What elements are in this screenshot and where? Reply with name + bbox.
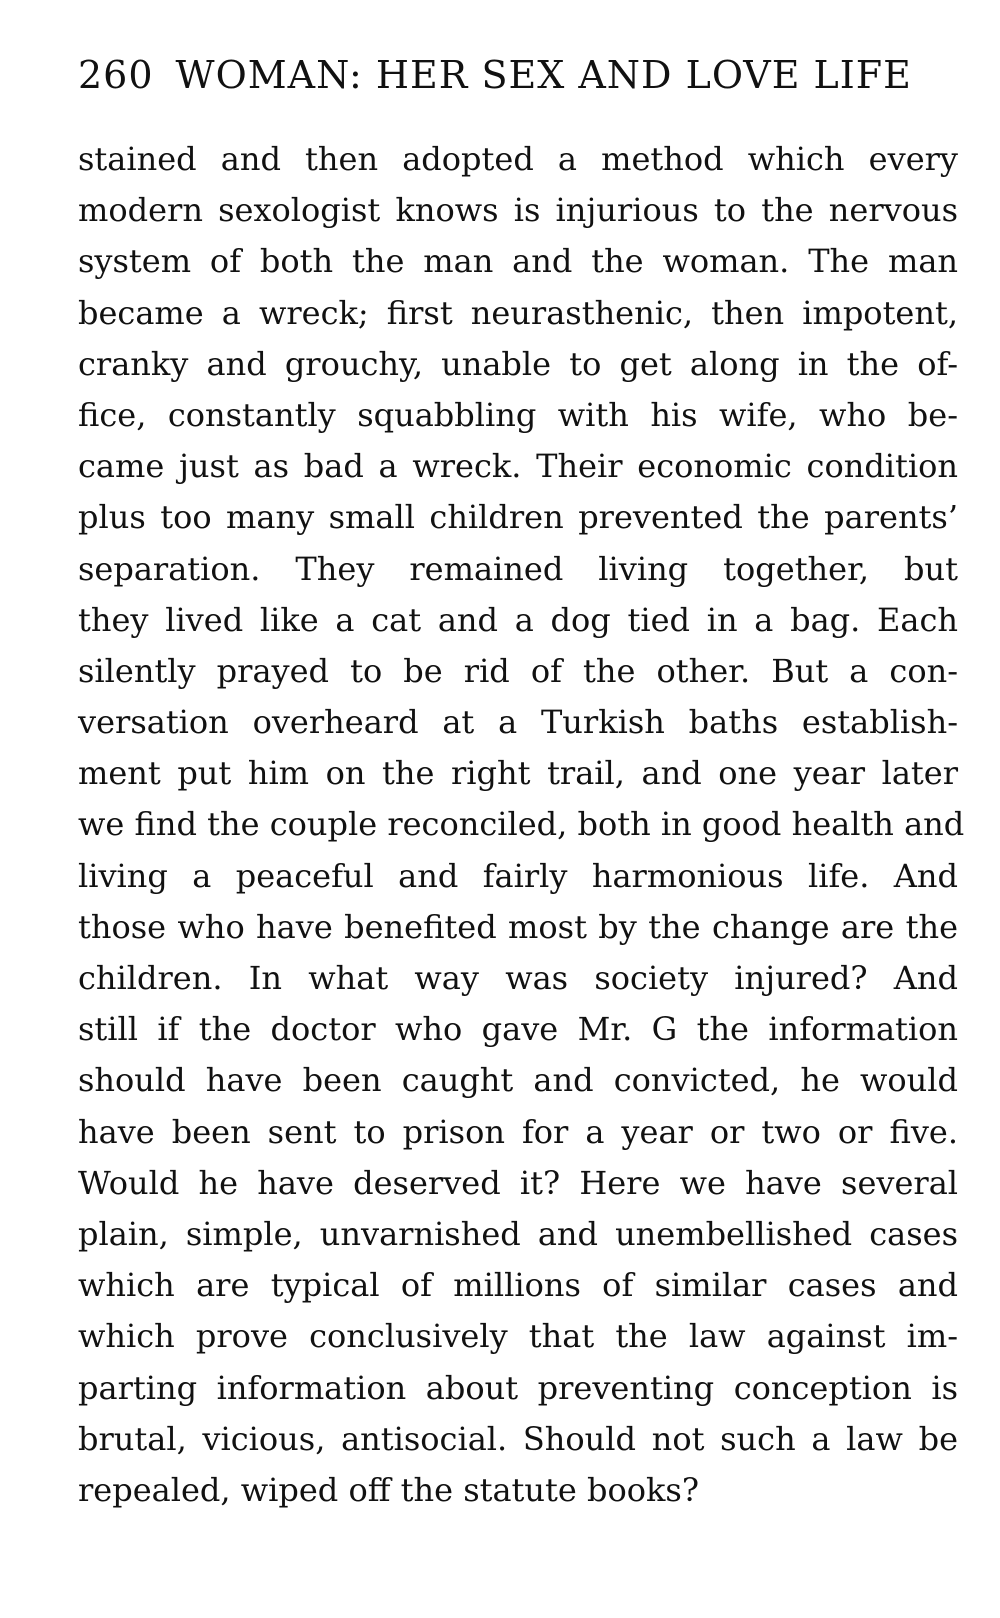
body-text [78, 134, 965, 1516]
text-line: which are typical of millions of similar cases and [78, 1266, 958, 1305]
text-line: versation overheard at a Turkish baths establish- [78, 703, 958, 742]
text-line: stained and then adopted a method which every [78, 140, 958, 178]
running-head [78, 50, 912, 100]
text-line: separation. They remained living together, but [78, 549, 958, 588]
text-line: which prove conclusively that the law against im- [78, 1317, 958, 1356]
text-line: fice, constantly squabbling with his wife, who be- [78, 395, 958, 434]
text-line: ment put him on the right trail, and one year later [78, 754, 958, 793]
text-line: Would he have deserved it? Here we have several [78, 1163, 958, 1202]
text-line: plus too many small children prevented the parents’ [78, 498, 958, 537]
text-line: cranky and grouchy, unable to get along in the of- [78, 344, 958, 383]
text-line: those who have benefited most by the change are the [78, 907, 958, 946]
text-line: came just as bad a wreck. Their economic condition [78, 447, 958, 486]
text-line: have been sent to prison for a year or two or five. [78, 1112, 958, 1151]
text-line: children. In what way was society injured? And [78, 959, 958, 997]
running-title: WOMAN: HER SEX AND LOVE LIFE [175, 53, 912, 97]
text-line: became a wreck; first neurasthenic, then impotent, [78, 293, 958, 332]
text-line: system of both the man and the woman. The man [78, 242, 958, 281]
text-line: modern sexologist knows is injurious to the nervous [78, 191, 958, 230]
text-line: they lived like a cat and a dog tied in a bag. Each [78, 600, 958, 639]
text-line: parting information about preventing conception is [78, 1368, 958, 1407]
text-line-last: repealed, wiped off the statute books? [78, 1470, 699, 1509]
text-line: living a peaceful and fairly harmonious life. And [78, 856, 958, 895]
text-line: silently prayed to be rid of the other. But a con- [78, 651, 958, 690]
text-line: we find the couple reconciled, both in good health and [78, 805, 965, 844]
text-line: brutal, vicious, antisocial. Should not such a law be [78, 1419, 958, 1458]
page-number: 260 [78, 53, 154, 97]
text-line: still if the doctor who gave Mr. G the information [78, 1010, 958, 1049]
text-line: plain, simple, unvarnished and unembellished cases [78, 1214, 958, 1253]
text-line: should have been caught and convicted, he would [78, 1061, 958, 1100]
